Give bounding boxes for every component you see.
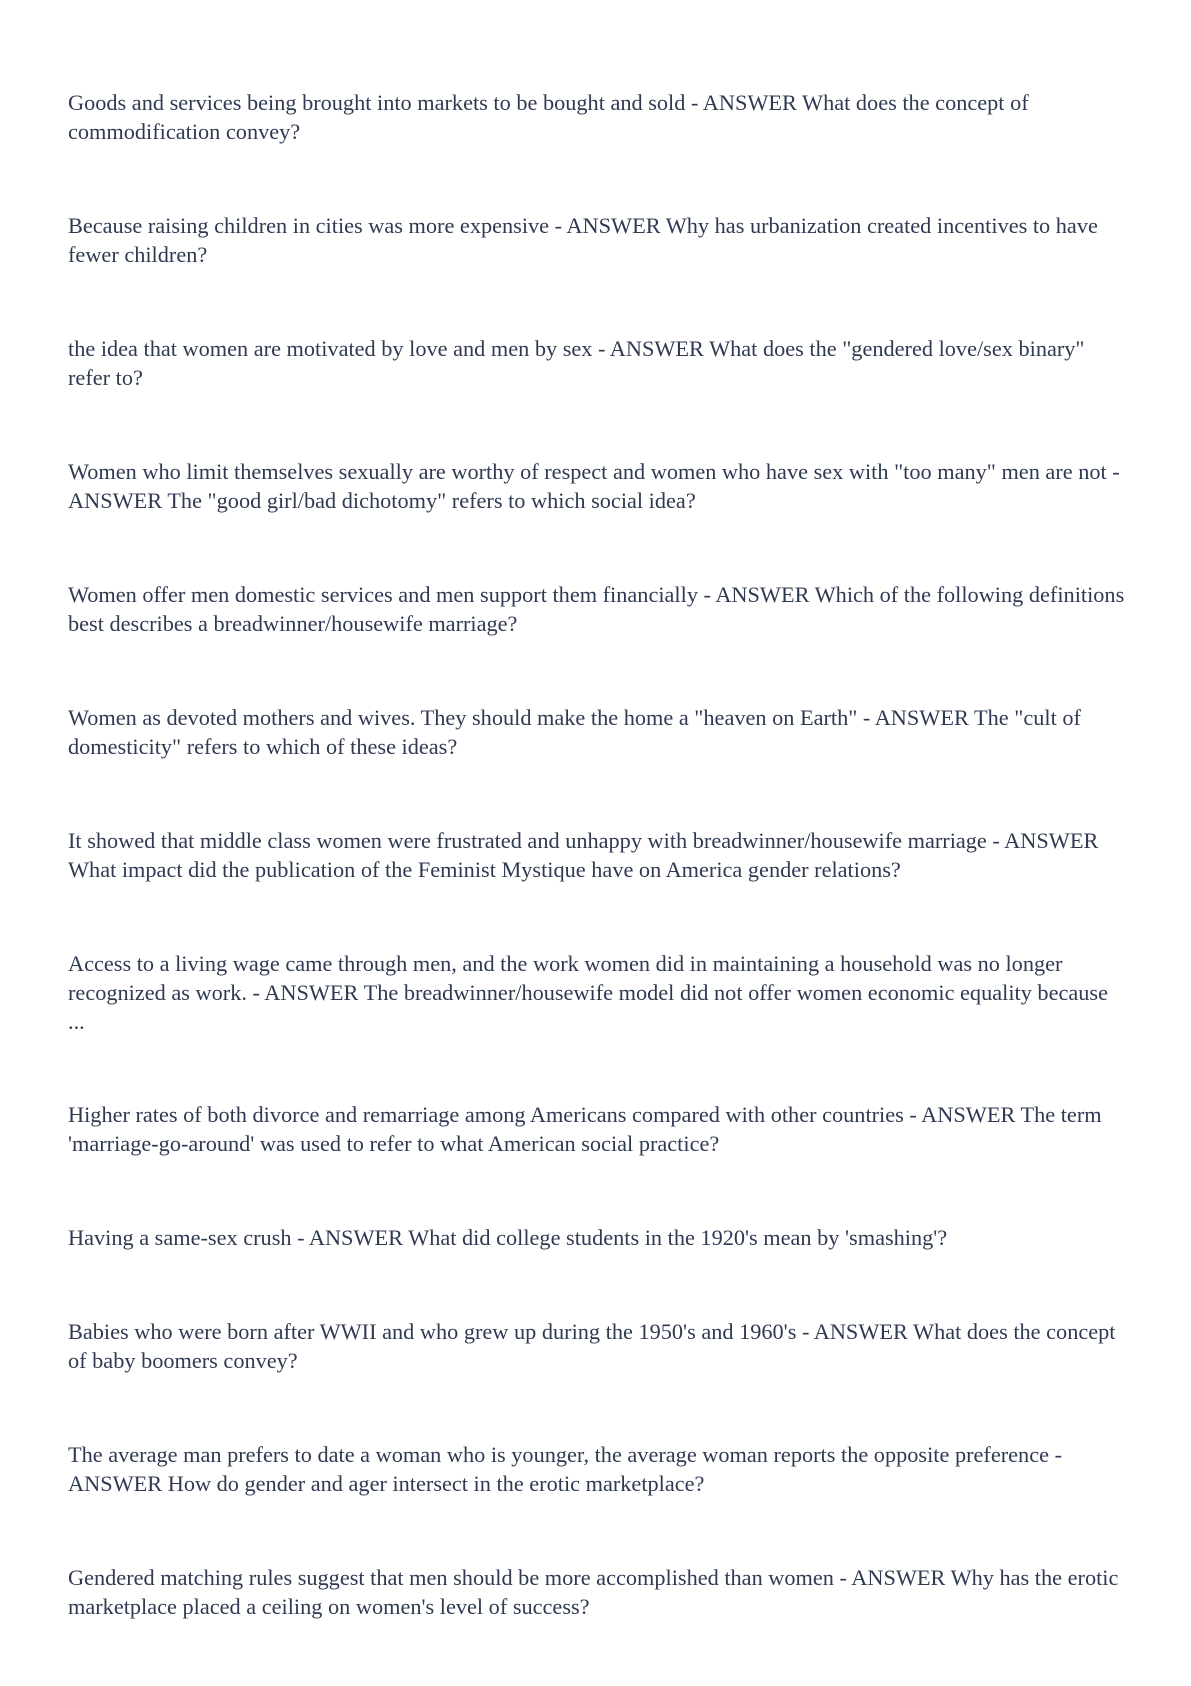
qa-entry: Women who limit themselves sexually are worthy of respect and women who have sex with "too many" men are not - ANSWER The "good girl/bad dichotomy" refers to which social idea? — [68, 459, 1120, 513]
qa-entry: Having a same-sex crush - ANSWER What did college students in the 1920's mean by 'smashing'? — [68, 1225, 948, 1250]
qa-entry: the idea that women are motivated by love and men by sex - ANSWER What does the "gendered love/sex binary" refer to? — [68, 336, 1085, 390]
qa-entry: Women offer men domestic services and men support them financially - ANSWER Which of the following definitions best describes a breadwinner/housewife marriage? — [68, 582, 1125, 636]
qa-list — [68, 88, 1128, 1686]
qa-entry: Babies who were born after WWII and who grew up during the 1950's and 1960's - ANSWER What does the concept of baby boomers convey? — [68, 1319, 1116, 1373]
qa-entry: Women as devoted mothers and wives. They should make the home a "heaven on Earth" - ANSWER The "cult of domesticity" refers to which of these ideas? — [68, 705, 1081, 759]
qa-entry: It showed that middle class women were frustrated and unhappy with breadwinner/housewife marriage - ANSWER What impact did the publication of the Feminist Mystique have on America gender relations? — [68, 828, 1099, 882]
qa-entry: Because raising children in cities was more expensive - ANSWER Why has urbanization created incentives to have fewer children? — [68, 213, 1098, 267]
qa-entry: Access to a living wage came through men, and the work women did in maintaining a household was no longer recognized as work. - ANSWER The breadwinner/housewife model did not offer women economic equality because ... — [68, 951, 1108, 1034]
qa-entry: Goods and services being brought into markets to be bought and sold - ANSWER What does the concept of commodification convey? — [68, 90, 1029, 144]
qa-entry: Higher rates of both divorce and remarriage among Americans compared with other countries - ANSWER The term 'marriage-go-around' was used to refer to what American social practice? — [68, 1102, 1102, 1156]
qa-entry: Gendered matching rules suggest that men should be more accomplished than women - ANSWER Why has the erotic marketplace placed a ceiling on women's level of success? — [68, 1565, 1119, 1619]
qa-entry: The average man prefers to date a woman who is younger, the average woman reports the opposite preference - ANSWER How do gender and ager intersect in the erotic marketplace? — [68, 1442, 1062, 1496]
